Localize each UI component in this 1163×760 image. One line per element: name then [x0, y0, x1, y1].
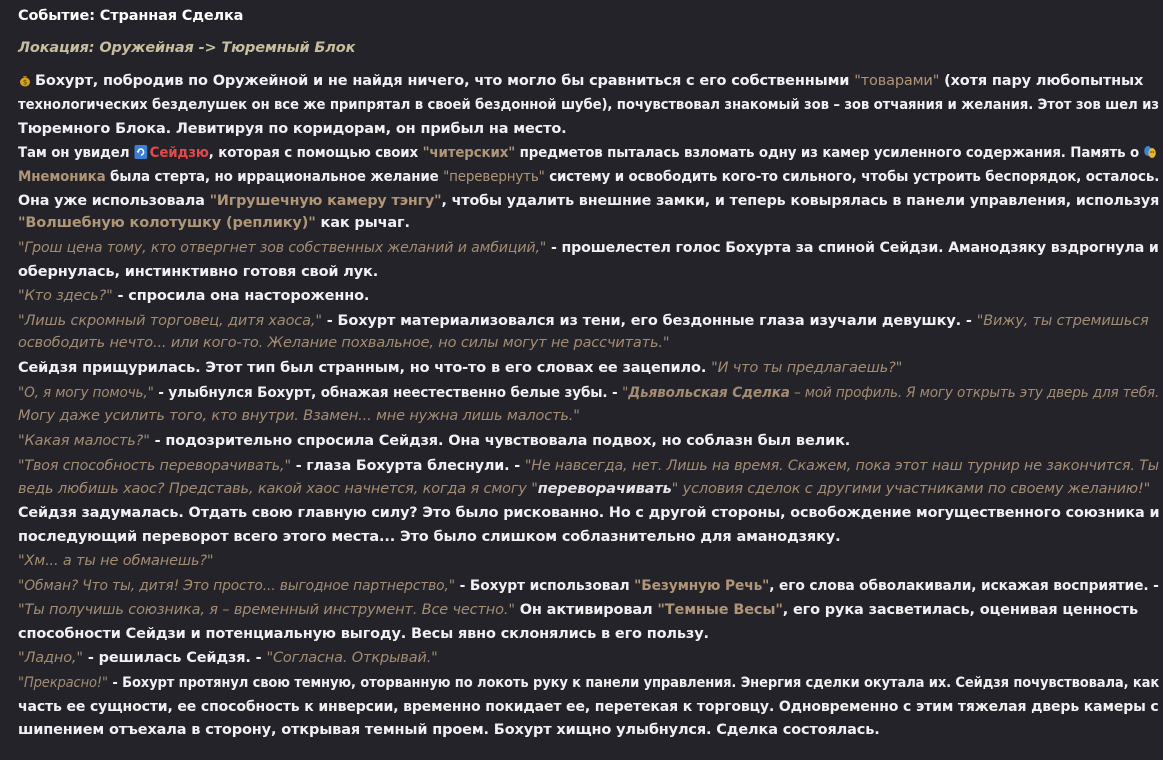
paragraph-6: Сейдзя прищурилась. Этот тип был странным, но что-то в его словах ее зацепило. "И что ты предлагаешь?" [18, 360, 903, 376]
paragraph-2-line-2: Мнемоника была стерта, но иррациональное желание "перевернуть" систему и освободить кого-то сильного, чтобы устроить беспорядок, осталось. [18, 169, 1160, 185]
seidzu-name: Сейдзю [149, 145, 209, 161]
paragraph-1-line-2: технологических безделушек он все же припрятал в своей бездонной шубе), почувствовал знакомый зов – зов отчаяния и желания. Этот зов шел из [18, 97, 1159, 113]
paragraph-4: "Кто здесь?" - спросила она настороженно. [18, 288, 370, 304]
paragraph-12-line-3: способности Сейдзи и потенциальную выгоду. Весы явно склонялись в его пользу. [18, 626, 709, 642]
location-line: Локация: Оружейная -> Тюремный Блок [18, 40, 356, 56]
paragraph-3-line-2: обернулась, инстинктивно готовя свой лук. [18, 264, 379, 280]
paragraph-2-line-4: "Волшебную колотушку (реплику)" как рычаг. [18, 215, 410, 231]
paragraph-11: "Хм... а ты не обманешь?" [18, 553, 214, 569]
event-title: Событие: Странная Сделка [18, 8, 244, 24]
paragraph-10-line-2: последующий переворот всего этого места... Это было слишком соблазнительно для аманодзяку. [18, 529, 841, 545]
paragraph-14-line-2: часть ее сущности, ее способность к инверсии, временно покидает ее, перетекая к торговцу. Одновременно с этим тяжелая дверь камеры с [18, 699, 1159, 715]
paragraph-9-line-2: ведь любишь хаос? Представь, какой хаос начнется, когда я смогу "переворачивать" условия сделок с другими участниками по своему желанию!" [18, 481, 1151, 497]
money-bag-icon [18, 73, 32, 87]
paragraph-14-line-1: "Прекрасно!" - Бохурт протянул свою темную, оторванную по локоть руку к панели управления. Энергия сделки окутала их. Сейдзя почувствовала, как [18, 675, 1160, 691]
paragraph-14-line-3: шипением отъехала в сторону, открывая темный проем. Бохурт хищно улыбнулся. Сделка состоялась. [18, 722, 880, 738]
paragraph-2-line-3: Она уже использовала "Игрушечную камеру тэнгу", чтобы удалить внешние замки, и теперь ковырялась в панели управления, используя [18, 193, 1160, 209]
paragraph-1-line-1: $ Бохурт, побродив по Оружейной и не найдя ничего, что могло бы сравниться с его собственными "товарами" (хотя пару любопытных [18, 71, 1143, 91]
paragraph-10-line-1: Сейдзя задумалась. Отдать свою главную силу? Это было рискованно. Но с другой стороны, освобождение могущественного союзника и [18, 505, 1160, 521]
paragraph-7-line-2: Могу даже усилить того, кто внутри. Взамен... мне нужна лишь малость." [18, 408, 580, 424]
paragraph-1-line-3: Тюремного Блока. Левитируя по коридорам, он прибыл на место. [18, 121, 567, 137]
svg-text:$: $ [22, 78, 28, 87]
mnemonika-name: Мнемоника [18, 169, 106, 185]
paragraph-13: "Ладно," - решилась Сейдзя. - "Согласна. Открывай." [18, 650, 438, 666]
paragraph-8: "Какая малость?" - подозрительно спросила Сейдзя. Она чувствовала подвох, но соблазн был велик. [18, 433, 851, 449]
paragraph-2-line-1: Там он увидел Сейдзю, которая с помощью своих "читерских" предметов пыталась взломать одну из камер усиленного содержания. Память о [18, 143, 1159, 163]
theater-masks-icon [1144, 145, 1157, 159]
paragraph-3-line-1: "Грош цена тому, кто отвергнет зов собственных желаний и амбиций," - прошелестел голос Бохурта за спиной Сейдзи. Аманодзяку вздрогнула и [18, 240, 1159, 256]
paragraph-5-line-1: "Лишь скромный торговец, дитя хаоса," - Бохурт материализовался из тени, его бездонные глаза изучали девушку. - "Вижу, ты стремишься [18, 313, 1149, 329]
cycle-icon [134, 145, 147, 159]
paragraph-7-line-1: "О, я могу помочь," - улыбнулся Бохурт, обнажая неестественно белые зубы. - "Дьявольская Сделка – мой профиль. Я могу открыть эту дверь для тебя. [18, 385, 1160, 401]
paragraph-12-line-1: "Обман? Что ты, дитя! Это просто... выгодное партнерство," - Бохурт использовал "Безумную Речь", его слова обволакивали, искажая восприятие. - [18, 578, 1159, 594]
paragraph-5-line-2: освободить нечто... или кого-то. Желание похвальное, но силы могут не рассчитать." [18, 335, 670, 351]
paragraph-9-line-1: "Твоя способность переворачивать," - глаза Бохурта блеснули. - "Не навсегда, нет. Лишь на время. Скажем, пока этот наш турнир не закончится. Ты [18, 458, 1159, 474]
paragraph-12-line-2: "Ты получишь союзника, я – временный инструмент. Все честно." Он активировал "Темные Весы", его рука засветилась, оценивая ценность [18, 602, 1138, 618]
